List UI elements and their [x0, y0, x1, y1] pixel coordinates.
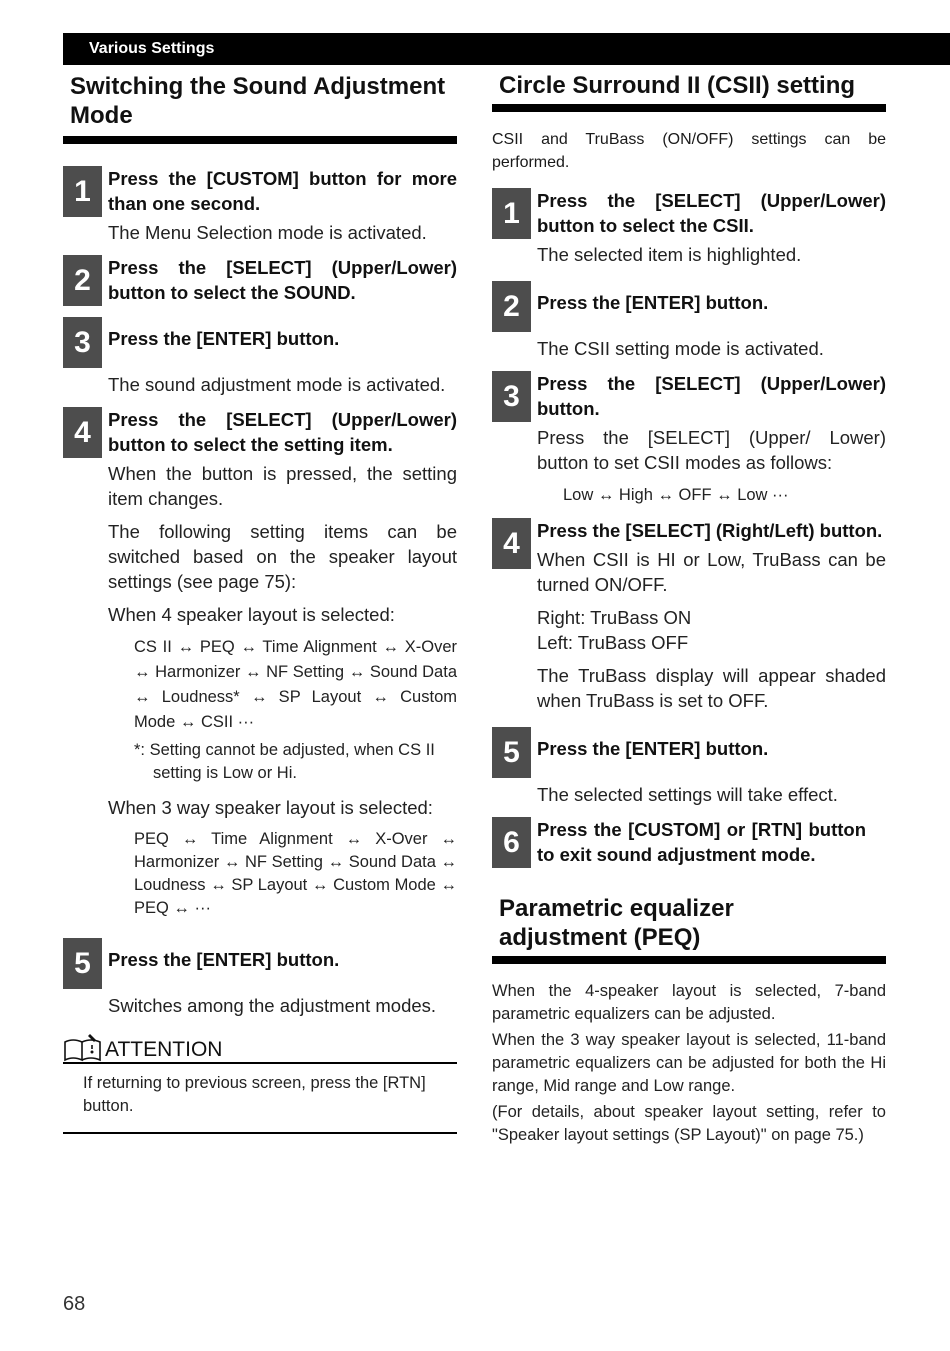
peq-paragraph: When the 3 way speaker layout is selected, 11-band parametric equalizers can be adjusted for both the Hi range, Mid range and Low range.: [492, 1031, 886, 1095]
step-2: [63, 255, 457, 305]
step-text: The sound adjustment mode is activated.: [108, 374, 446, 395]
trubass-off-line: Left: TruBass OFF: [537, 632, 689, 653]
step-4: [63, 407, 457, 920]
step-number: 4: [63, 407, 102, 458]
sound-mode-title: Switching the Sound Adjustment Mode: [70, 73, 446, 129]
step-title: Press the [ENTER] button.: [108, 328, 340, 349]
step-number: 5: [63, 938, 102, 989]
attention-text: If returning to previous screen, press the [RTN] button.: [83, 1074, 426, 1115]
section-header-bar: [63, 33, 950, 65]
section-header-label: Various Settings: [89, 40, 215, 57]
step-text: Press the [SELECT] (Upper/ Lower) button to set CSII modes as follows:: [537, 427, 886, 473]
step-text: The selected item is highlighted.: [537, 244, 802, 265]
step-title: Press the [CUSTOM] button for more than one second.: [108, 168, 457, 214]
step-title: Press the [ENTER] button.: [537, 292, 769, 313]
setting-sequence-4sp: CS II ↔ PEQ ↔ Time Alignment ↔ X-Over ↔ Harmonizer ↔ NF Setting ↔ Sound Data ↔ Loudness* ↔ SP Layout ↔ Custom Mode ↔ CSII ···: [134, 638, 457, 731]
step-number: 1: [492, 188, 531, 239]
csii-step-3: [492, 371, 886, 508]
step-title: Press the [ENTER] button.: [537, 738, 769, 759]
step-title: Press the [CUSTOM] or [RTN] button to exit sound adjustment mode.: [537, 819, 866, 865]
step-5: [63, 938, 457, 1018]
step-text: The selected settings will take effect.: [537, 784, 838, 805]
attention-rule: [63, 1132, 457, 1134]
title-rule: [63, 136, 457, 144]
title-rule: [492, 104, 886, 112]
step-number: 6: [492, 817, 531, 868]
step-3: [63, 317, 457, 397]
step-text: When 3 way speaker layout is selected:: [108, 797, 433, 818]
csii-step-5: [492, 727, 886, 807]
csii-mode-sequence: Low ↔ High ↔ OFF ↔ Low ···: [563, 486, 789, 504]
step-title: Press the [SELECT] (Upper/Lower) button.: [537, 373, 886, 419]
step-text: The CSII setting mode is activated.: [537, 338, 824, 359]
step-title: Press the [SELECT] (Upper/Lower) button to select the SOUND.: [108, 257, 457, 303]
right-column: [492, 66, 886, 1150]
step-number: 1: [63, 166, 102, 217]
csii-title: Circle Surround II (CSII) setting: [499, 72, 856, 99]
step-number: 3: [492, 371, 531, 422]
step-text: Switches among the adjustment modes.: [108, 995, 437, 1016]
step-text: The following setting items can be switched based on the speaker layout settings (see page 75):: [108, 521, 457, 592]
step-text: The TruBass display will appear shaded when TruBass is set to OFF.: [537, 665, 886, 711]
setting-sequence-3way: PEQ ↔ Time Alignment ↔ X-Over ↔ Harmonizer ↔ NF Setting ↔ Sound Data ↔ Loudness ↔ SP Layout ↔ Custom Mode ↔ PEQ ↔ ···: [134, 830, 457, 917]
step-text: When 4 speaker layout is selected:: [108, 604, 395, 625]
peq-paragraph: (For details, about speaker layout setting, refer to "Speaker layout settings (SP Layout)" on page 75.): [492, 1103, 886, 1144]
step-1: [63, 166, 457, 245]
csii-step-4: [492, 518, 886, 713]
csii-step-1: [492, 188, 886, 267]
step-text: When CSII is HI or Low, TruBass can be turned ON/OFF.: [537, 549, 886, 595]
step-text: When the button is pressed, the setting item changes.: [108, 463, 457, 509]
step-title: Press the [SELECT] (Right/Left) button.: [537, 520, 883, 541]
page-number: 68: [63, 1293, 86, 1315]
step-number: 2: [492, 281, 531, 332]
step-title: Press the [ENTER] button.: [108, 949, 340, 970]
peq-title: Parametric equalizer adjustment (PEQ): [499, 895, 734, 951]
step-number: 2: [63, 255, 102, 306]
step-number: 4: [492, 518, 531, 569]
step-number: 3: [63, 317, 102, 368]
csii-step-2: [492, 281, 886, 361]
attention-label: ATTENTION: [105, 1038, 223, 1061]
footnote: *: Setting cannot be adjusted, when CS II setting is Low or Hi.: [134, 741, 435, 782]
left-column: [63, 66, 457, 1134]
attention-box: [63, 1032, 457, 1134]
peq-paragraph: When the 4-speaker layout is selected, 7-band parametric equalizers can be adjusted.: [492, 982, 886, 1023]
csii-step-6: [492, 817, 886, 867]
step-title: Press the [SELECT] (Upper/Lower) button to select the CSII.: [537, 190, 886, 236]
book-note-icon: [63, 1032, 103, 1062]
step-number: 5: [492, 727, 531, 778]
title-rule: [492, 956, 886, 964]
trubass-on-line: Right: TruBass ON: [537, 607, 692, 628]
step-title: Press the [SELECT] (Upper/Lower) button to select the setting item.: [108, 409, 457, 455]
step-text: The Menu Selection mode is activated.: [108, 222, 427, 243]
csii-intro: CSII and TruBass (ON/OFF) settings can be performed.: [492, 131, 886, 171]
